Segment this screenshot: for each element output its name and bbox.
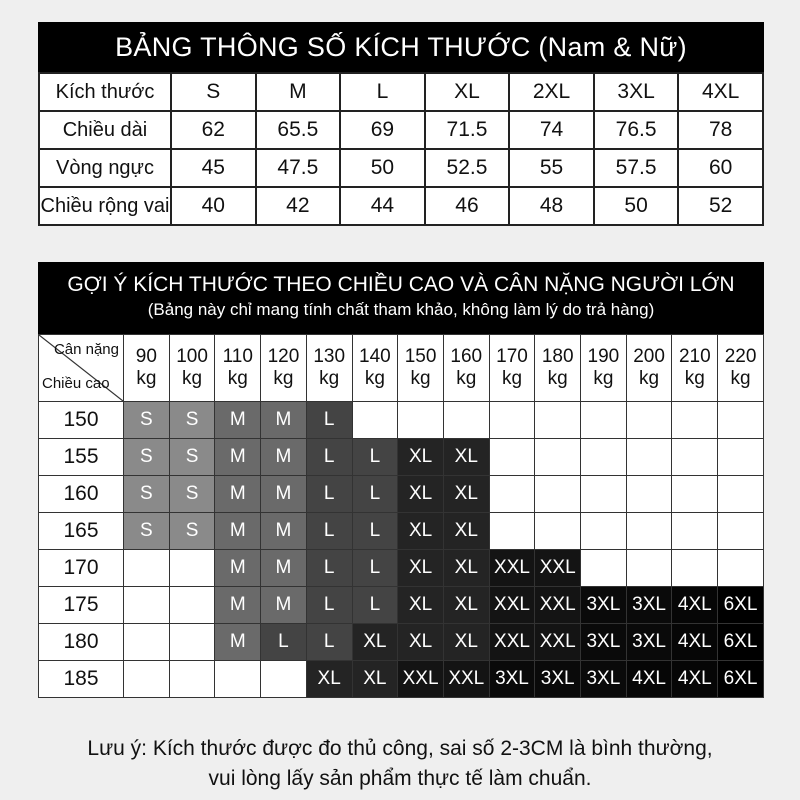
size-cell: XL (398, 476, 444, 513)
size-cell (489, 402, 535, 439)
size-cell (489, 513, 535, 550)
size-cell (169, 550, 215, 587)
weight-header: 220 kg (718, 335, 764, 402)
weight-header: 90 kg (124, 335, 170, 402)
height-value: 150 (39, 402, 124, 439)
size-cell (672, 476, 718, 513)
spec-row (39, 149, 763, 187)
size-cell (581, 476, 627, 513)
spec-cell: 42 (256, 187, 341, 225)
weight-header: 100 kg (169, 335, 215, 402)
footnote-line-1: Lưu ý: Kích thước được đo thủ công, sai số 2-3CM là bình thường, (87, 737, 713, 760)
size-cell: XL (398, 624, 444, 661)
size-cell: 3XL (626, 624, 672, 661)
guide-header-row (39, 335, 764, 402)
weight-header: 150 kg (398, 335, 444, 402)
size-cell: XL (443, 476, 489, 513)
spec-cell: 55 (509, 149, 594, 187)
spec-header-row (39, 73, 763, 111)
size-cell: 6XL (718, 624, 764, 661)
size-guide-table (38, 262, 764, 698)
size-cell: L (352, 439, 398, 476)
spec-cell: 46 (425, 187, 510, 225)
size-cell: S (124, 439, 170, 476)
guide-banner (38, 262, 764, 334)
footnote (0, 734, 800, 794)
size-cell (489, 439, 535, 476)
weight-header: 140 kg (352, 335, 398, 402)
spec-cell: 71.5 (425, 111, 510, 149)
guide-grid (38, 334, 764, 698)
size-cell: XXL (535, 624, 581, 661)
spec-size-4: 2XL (509, 73, 594, 111)
size-cell (398, 402, 444, 439)
spec-cell: 65.5 (256, 111, 341, 149)
spec-size-3: XL (425, 73, 510, 111)
size-cell (124, 550, 170, 587)
height-value: 160 (39, 476, 124, 513)
size-cell (718, 550, 764, 587)
size-cell (124, 587, 170, 624)
size-cell: 4XL (672, 587, 718, 624)
spec-cell: 47.5 (256, 149, 341, 187)
height-axis-label: Chiều cao (42, 375, 110, 392)
guide-row (39, 439, 764, 476)
size-cell (535, 513, 581, 550)
spec-cell: 45 (171, 149, 256, 187)
spec-cell: 52.5 (425, 149, 510, 187)
spec-cell: 44 (340, 187, 425, 225)
size-cell: M (215, 587, 261, 624)
size-cell: M (261, 439, 307, 476)
size-cell: M (215, 439, 261, 476)
size-cell: M (261, 550, 307, 587)
guide-row (39, 587, 764, 624)
guide-row (39, 661, 764, 698)
size-cell (672, 550, 718, 587)
size-cell: S (169, 476, 215, 513)
size-cell: L (306, 550, 352, 587)
size-cell (672, 439, 718, 476)
size-cell (535, 402, 581, 439)
size-cell: L (306, 439, 352, 476)
spec-row-label: Vòng ngực (39, 149, 171, 187)
size-cell: XXL (535, 550, 581, 587)
size-cell (718, 476, 764, 513)
size-cell (535, 439, 581, 476)
size-cell: S (169, 402, 215, 439)
size-cell (626, 439, 672, 476)
size-cell: XL (443, 439, 489, 476)
guide-row (39, 550, 764, 587)
spec-title: BẢNG THÔNG SỐ KÍCH THƯỚC (Nam & Nữ) (38, 22, 764, 72)
spec-cell: 60 (678, 149, 763, 187)
size-cell: S (169, 439, 215, 476)
size-cell: M (261, 587, 307, 624)
size-cell: 4XL (626, 661, 672, 698)
size-cell (626, 513, 672, 550)
size-cell: L (306, 402, 352, 439)
size-cell: XL (398, 587, 444, 624)
size-cell: M (261, 513, 307, 550)
spec-cell: 74 (509, 111, 594, 149)
weight-header: 170 kg (489, 335, 535, 402)
guide-title: GỢI Ý KÍCH THƯỚC THEO CHIỀU CAO VÀ CÂN NẶNG NGƯỜI LỚN (67, 273, 735, 296)
size-cell: XL (398, 513, 444, 550)
footnote-line-2: vui lòng lấy sản phẩm thực tế làm chuẩn. (208, 767, 592, 790)
size-cell (489, 476, 535, 513)
size-cell: XXL (489, 587, 535, 624)
spec-cell: 76.5 (594, 111, 679, 149)
size-cell: M (215, 624, 261, 661)
spec-row (39, 187, 763, 225)
size-cell: 6XL (718, 587, 764, 624)
spec-row (39, 111, 763, 149)
weight-header: 200 kg (626, 335, 672, 402)
size-cell: XXL (443, 661, 489, 698)
size-cell (215, 661, 261, 698)
spec-size-5: 3XL (594, 73, 679, 111)
size-cell: L (261, 624, 307, 661)
size-cell: M (261, 476, 307, 513)
size-cell (124, 624, 170, 661)
size-cell: S (124, 476, 170, 513)
size-cell (718, 402, 764, 439)
size-cell: M (215, 476, 261, 513)
spec-size-2: L (340, 73, 425, 111)
height-value: 180 (39, 624, 124, 661)
size-cell: M (261, 402, 307, 439)
height-value: 175 (39, 587, 124, 624)
size-cell: XL (443, 513, 489, 550)
size-cell: S (124, 513, 170, 550)
spec-size-0: S (171, 73, 256, 111)
size-cell: 4XL (672, 624, 718, 661)
spec-grid (38, 72, 764, 226)
size-cell (581, 439, 627, 476)
size-cell: L (352, 587, 398, 624)
guide-subtitle: (Bảng này chỉ mang tính chất tham khảo, không làm lý do trả hàng) (147, 300, 655, 319)
size-cell (124, 661, 170, 698)
weight-header: 210 kg (672, 335, 718, 402)
height-value: 155 (39, 439, 124, 476)
size-cell (535, 476, 581, 513)
size-cell (169, 624, 215, 661)
size-cell: M (215, 513, 261, 550)
guide-corner (39, 335, 124, 402)
spec-size-6: 4XL (678, 73, 763, 111)
size-cell (169, 661, 215, 698)
spec-cell: 50 (340, 149, 425, 187)
spec-cell: 48 (509, 187, 594, 225)
size-cell (718, 439, 764, 476)
size-cell (443, 402, 489, 439)
guide-row (39, 513, 764, 550)
size-cell (169, 587, 215, 624)
size-cell: XL (398, 550, 444, 587)
size-cell: S (124, 402, 170, 439)
weight-header: 130 kg (306, 335, 352, 402)
spec-cell: 78 (678, 111, 763, 149)
weight-header: 180 kg (535, 335, 581, 402)
size-spec-table (38, 22, 764, 226)
size-cell: 3XL (581, 661, 627, 698)
spec-row-label: Chiều rộng vai (39, 187, 171, 225)
height-value: 170 (39, 550, 124, 587)
spec-cell: 69 (340, 111, 425, 149)
size-cell: XXL (489, 550, 535, 587)
size-cell (261, 661, 307, 698)
spec-size-1: M (256, 73, 341, 111)
guide-row (39, 476, 764, 513)
size-cell (581, 550, 627, 587)
size-cell: L (352, 513, 398, 550)
size-cell: 6XL (718, 661, 764, 698)
weight-header: 110 kg (215, 335, 261, 402)
spec-cell: 57.5 (594, 149, 679, 187)
size-cell: XL (352, 624, 398, 661)
size-cell: 4XL (672, 661, 718, 698)
size-cell: XL (443, 550, 489, 587)
size-cell (672, 513, 718, 550)
spec-cell: 40 (171, 187, 256, 225)
size-cell (626, 402, 672, 439)
size-cell (626, 550, 672, 587)
weight-header: 160 kg (443, 335, 489, 402)
spec-cell: 50 (594, 187, 679, 225)
size-cell (352, 402, 398, 439)
spec-size-label: Kích thước (39, 73, 171, 111)
size-cell (581, 402, 627, 439)
size-cell: L (306, 513, 352, 550)
size-cell (581, 513, 627, 550)
size-cell: XL (306, 661, 352, 698)
size-cell: S (169, 513, 215, 550)
size-cell (626, 476, 672, 513)
size-cell: XXL (489, 624, 535, 661)
weight-axis-label: Cân nặng (53, 341, 119, 358)
size-cell: XL (352, 661, 398, 698)
size-cell: XL (443, 587, 489, 624)
size-cell: 3XL (581, 587, 627, 624)
guide-row (39, 624, 764, 661)
weight-header: 190 kg (581, 335, 627, 402)
size-cell: L (352, 476, 398, 513)
height-value: 185 (39, 661, 124, 698)
size-cell (672, 402, 718, 439)
size-cell: L (352, 550, 398, 587)
weight-header: 120 kg (261, 335, 307, 402)
size-cell: 3XL (626, 587, 672, 624)
height-value: 165 (39, 513, 124, 550)
spec-cell: 62 (171, 111, 256, 149)
spec-row-label: Chiều dài (39, 111, 171, 149)
size-cell (718, 513, 764, 550)
size-cell: XL (398, 439, 444, 476)
size-cell: XXL (398, 661, 444, 698)
size-cell: M (215, 402, 261, 439)
spec-cell: 52 (678, 187, 763, 225)
size-cell: 3XL (489, 661, 535, 698)
size-cell: L (306, 476, 352, 513)
size-cell: 3XL (581, 624, 627, 661)
size-cell: L (306, 624, 352, 661)
guide-row (39, 402, 764, 439)
size-cell: 3XL (535, 661, 581, 698)
size-cell: XL (443, 624, 489, 661)
size-cell: XXL (535, 587, 581, 624)
size-cell: M (215, 550, 261, 587)
size-cell: L (306, 587, 352, 624)
